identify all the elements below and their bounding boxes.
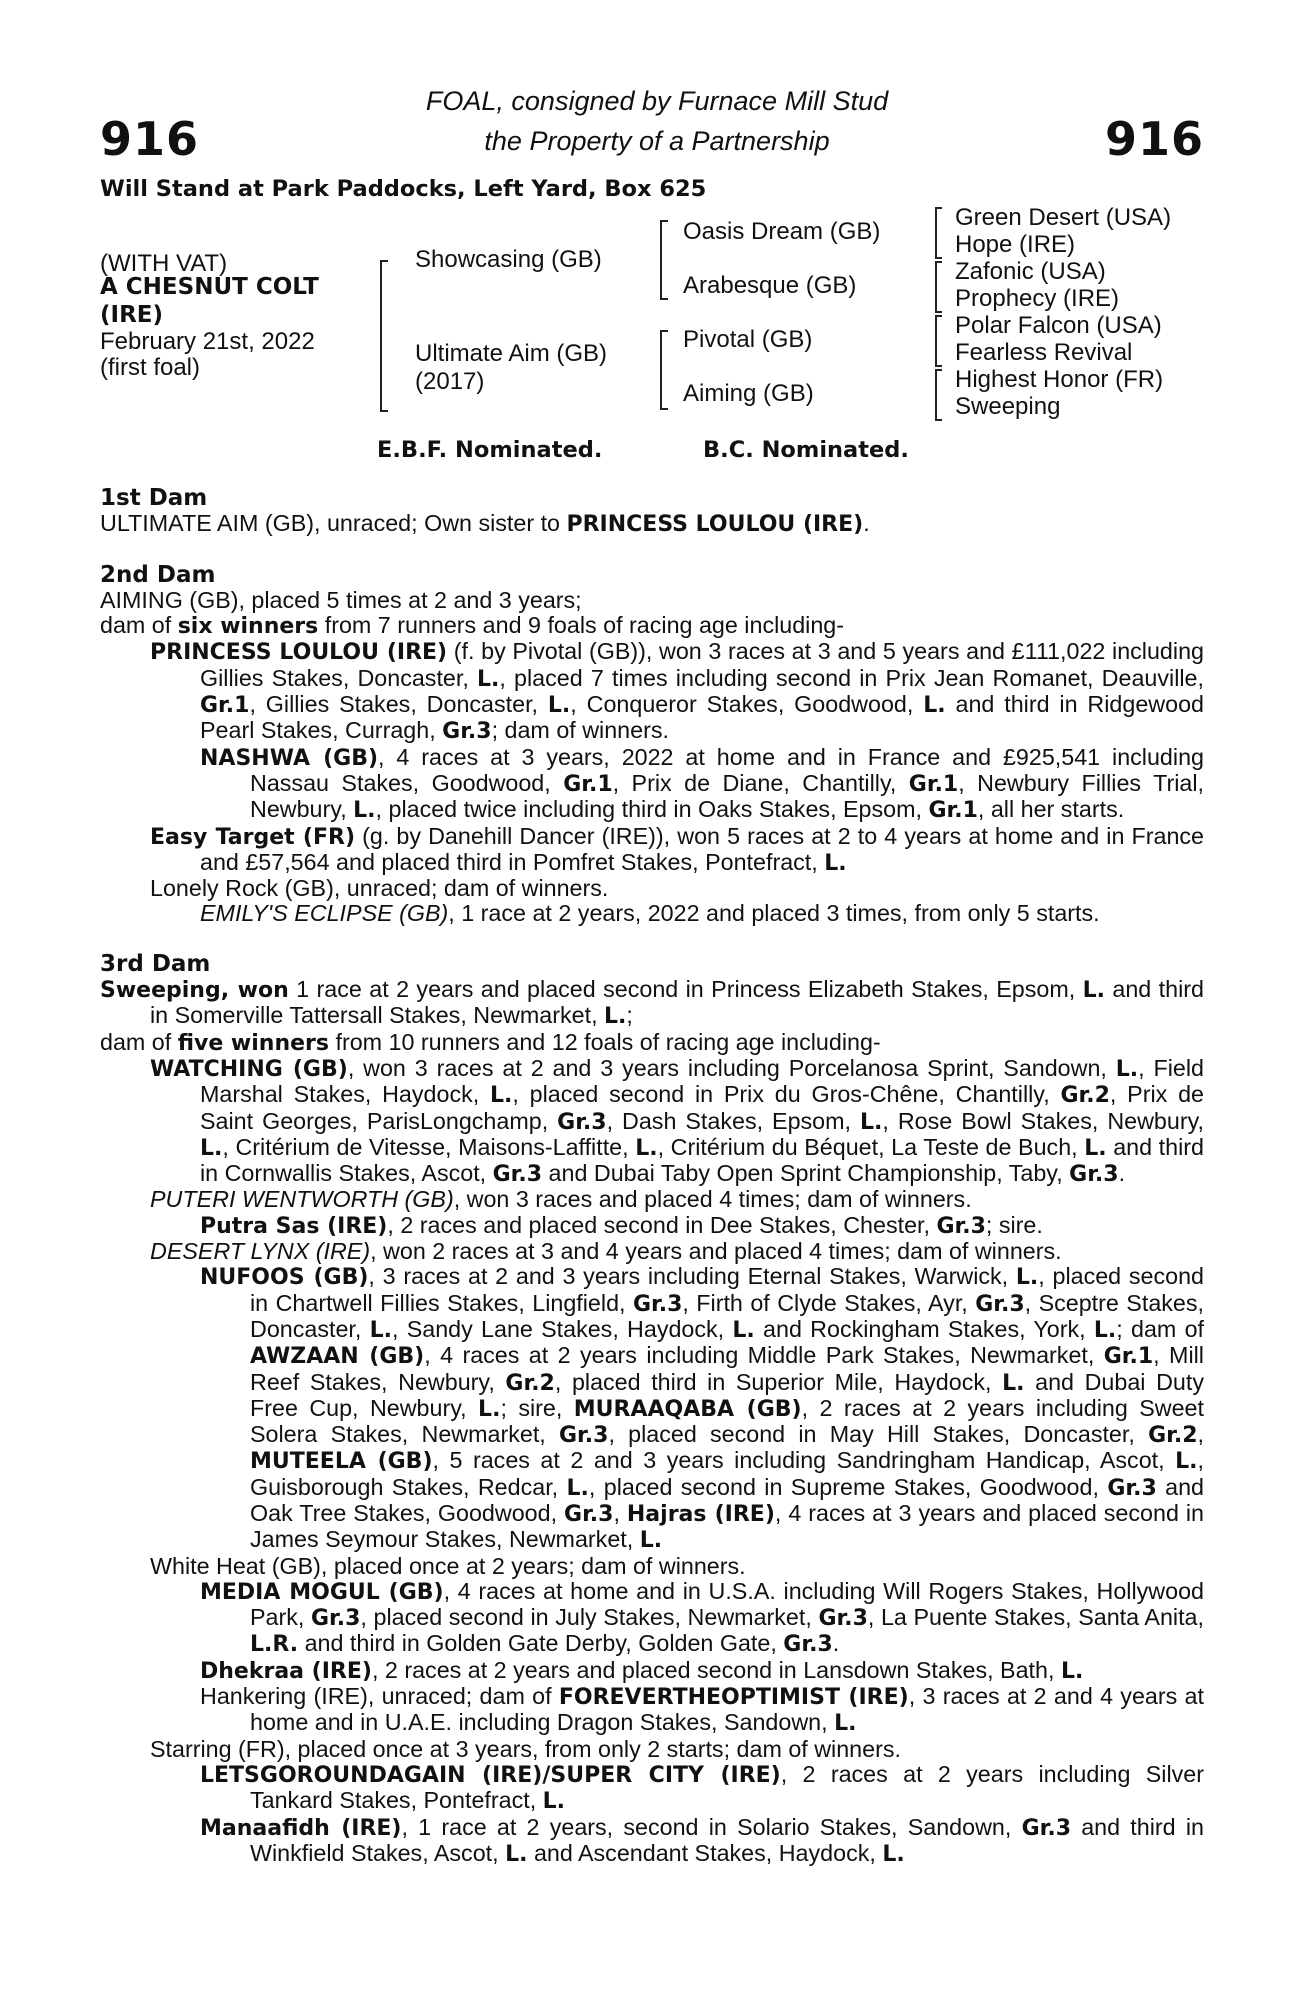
brace-g3-4 xyxy=(935,369,942,421)
g3-5: Polar Falcon (USA) xyxy=(955,312,1162,339)
g3-4: Prophecy (IRE) xyxy=(955,285,1120,312)
g3-1: Green Desert (USA) xyxy=(955,204,1172,231)
g3-7: Highest Honor (FR) xyxy=(955,366,1164,393)
lot-number-left: 916 xyxy=(100,112,200,166)
g3-8: Sweeping xyxy=(955,393,1061,420)
dam: Ultimate Aim (GB) xyxy=(415,340,608,367)
third-dam-produce: dam of five winners from 10 runners and 12 foals of racing age including- xyxy=(100,1028,881,1056)
brace-g3-1 xyxy=(935,207,942,259)
grandsire-paternal: Oasis Dream (GB) xyxy=(683,218,881,245)
entry-letsgoroundagain: LETSGOROUNDAGAIN (IRE)/SUPER CITY (IRE), 2 races at 2 years including Silver Tankard Stakes, Pontefract, L. xyxy=(200,1760,1204,1815)
second-dam-produce: dam of six winners from 7 runners and 9 foals of racing age including- xyxy=(100,612,845,640)
entry-dhekraa: Dhekraa (IRE), 2 races at 2 years and placed second in Lansdown Stakes, Bath, L. xyxy=(200,1656,1084,1684)
ebf-nominated: E.B.F. Nominated. xyxy=(377,437,603,463)
brace-sire-parents xyxy=(660,220,668,300)
entry-desert-lynx: DESERT LYNX (IRE), won 2 races at 3 and 4 years and placed 4 times; dam of winners. xyxy=(150,1238,1062,1265)
granddam-maternal: Aiming (GB) xyxy=(683,380,814,407)
second-dam-line: AIMING (GB), placed 5 times at 2 and 3 years; xyxy=(100,586,582,613)
lot-number-right: 916 xyxy=(1104,112,1204,166)
entry-nufoos: NUFOOS (GB), 3 races at 2 and 3 years including Eternal Stakes, Warwick, L., placed second in Chartwell Fillies Stakes, Lingfield, Gr.3, Firth of Clyde Stakes, Ayr, Gr.3, Sceptre Stakes, Doncaster, L., Sandy Lane Stakes, Haydock, L. and Rockingham Stakes, York, L.; dam of AWZAAN (GB), 4 races at 2 years including Middle Park Stakes, Newmarket, Gr.1, Mill Reef Stakes, Newbury, Gr.2, placed third in Superior Mile, Haydock, L. and Dubai Duty Free Cup, Newbury, L.; sire, MURAAQABA (GB), 2 races at 2 years including Sweet Solera Stakes, Newmarket, Gr.3, placed second in May Hill Stakes, Doncaster, Gr.2, MUTEELA (GB), 5 races at 2 and 3 years including Sandringham Handicap, Ascot, L., Guisborough Stakes, Redcar, L., placed second in Supreme Stakes, Goodwood, Gr.3 and Oak Tree Stakes, Goodwood, Gr.3, Hajras (IRE), 4 races at 3 years and placed second in James Seymour Stakes, Newmarket, L. xyxy=(200,1263,1204,1554)
dam-year: (2017) xyxy=(415,368,485,395)
entry-princess-loulou: PRINCESS LOULOU (IRE) (f. by Pivotal (GB)), won 3 races at 3 and 5 years and £111,022 including Gillies Stakes, Doncaster, L., placed 7 times including second in Prix Jean Romanet, Deauville, Gr.1, Gillies Stakes, Doncaster, L., Conqueror Stakes, Goodwood, L. and third in Ridgewood Pearl Stakes, Curragh, Gr.3; dam of winners. xyxy=(150,638,1205,745)
entry-starring: Starring (FR), placed once at 3 years, from only 2 starts; dam of winners. xyxy=(150,1735,901,1762)
entry-media-mogul: MEDIA MOGUL (GB), 4 races at home and in U.S.A. including Will Rogers Stakes, Hollywood Park, Gr.3, placed second in July Stakes, Newmarket, Gr.3, La Puente Stakes, Santa Anita, L.R. and third in Golden Gate Derby, Golden Gate, Gr.3. xyxy=(200,1577,1204,1658)
brace-g3-2 xyxy=(935,261,942,313)
entry-watching: WATCHING (GB), won 3 races at 2 and 3 years including Porcelanosa Sprint, Sandown, L., Field Marshal Stakes, Haydock, L., placed second in Prix du Gros-Chêne, Chantilly, Gr.2, Prix de Saint Georges, ParisLongchamp, Gr.3, Dash Stakes, Epsom, L., Rose Bowl Stakes, Newbury, L., Critérium de Vitesse, Maisons-Laffitte, L., Critérium du Béquet, La Teste de Buch, L. and third in Cornwallis Stakes, Ascot, Gr.3 and Dubai Taby Open Sprint Championship, Taby, Gr.3. xyxy=(150,1054,1204,1188)
consignor-line: FOAL, consigned by Furnace Mill Stud xyxy=(425,86,889,116)
granddam-paternal: Arabesque (GB) xyxy=(683,272,857,299)
bc-nominated: B.C. Nominated. xyxy=(703,437,909,463)
vat-note: (WITH VAT) xyxy=(100,250,228,277)
entry-hankering: Hankering (IRE), unraced; dam of FOREVERTHEOPTIMIST (IRE), 3 races at 2 and 4 years at home and in U.A.E. including Dragon Stakes, Sandown, L. xyxy=(200,1683,1204,1737)
entry-easy-target: Easy Target (FR) (g. by Danehill Dancer (IRE)), won 5 races at 2 to 4 years at home and in France and £57,564 and placed third in Pomfret Stakes, Pontefract, L. xyxy=(150,822,1205,876)
first-dam-entry: ULTIMATE AIM (GB), unraced; Own sister to PRINCESS LOULOU (IRE). xyxy=(100,510,870,538)
first-dam-heading: 1st Dam xyxy=(100,485,208,511)
g3-6: Fearless Revival xyxy=(955,339,1133,366)
colt-country: (IRE) xyxy=(100,302,164,328)
entry-emilys-eclipse: EMILY'S ECLIPSE (GB), 1 race at 2 years, 2022 and placed 3 times, from only 5 starts. xyxy=(200,900,1100,927)
third-dam-line: Sweeping, won 1 race at 2 years and placed second in Princess Elizabeth Stakes, Epsom, L. and third in Somerville Tattersall Stakes, Newmarket, L.; xyxy=(100,976,1204,1030)
catalogue-body xyxy=(100,486,1204,1867)
entry-nashwa: NASHWA (GB), 4 races at 3 years, 2022 at home and in France and £925,541 including Nassau Stakes, Goodwood, Gr.1, Prix de Diane, Chantilly, Gr.1, Newbury Fillies Trial, Newbury, L., placed twice including third in Oaks Stakes, Epsom, Gr.1, all her starts. xyxy=(200,743,1204,824)
entry-puteri-wentworth: PUTERI WENTWORTH (GB), won 3 races and placed 4 times; dam of winners. xyxy=(150,1186,972,1213)
brace-sire-dam xyxy=(380,260,388,412)
third-dam-heading: 3rd Dam xyxy=(100,950,211,977)
sire: Showcasing (GB) xyxy=(415,246,602,273)
g3-3: Zafonic (USA) xyxy=(955,258,1106,285)
g3-2: Hope (IRE) xyxy=(955,231,1076,258)
entry-manaafidh: Manaafidh (IRE), 1 race at 2 years, second in Solario Stakes, Sandown, Gr.3 and third in Winkfield Stakes, Ascot, L. and Ascendant Stakes, Haydock, L. xyxy=(200,1813,1204,1867)
grandsire-maternal: Pivotal (GB) xyxy=(683,326,813,353)
foaling-date: February 21st, 2022 xyxy=(100,328,315,355)
entry-lonely-rock: Lonely Rock (GB), unraced; dam of winners. xyxy=(150,875,609,902)
entry-putra-sas: Putra Sas (IRE), 2 races and placed second in Dee Stakes, Chester, Gr.3; sire. xyxy=(200,1211,1043,1239)
entry-white-heat: White Heat (GB), placed once at 2 years; dam of winners. xyxy=(150,1552,746,1579)
property-line: the Property of a Partnership xyxy=(484,126,830,156)
first-foal-note: (first foal) xyxy=(100,354,201,381)
stand-location: Will Stand at Park Paddocks, Left Yard, Box 625 xyxy=(100,176,707,202)
colt-name: A CHESNUT COLT xyxy=(100,274,319,300)
second-dam-heading: 2nd Dam xyxy=(100,561,216,588)
brace-g3-3 xyxy=(935,315,942,367)
brace-dam-parents xyxy=(660,330,668,410)
